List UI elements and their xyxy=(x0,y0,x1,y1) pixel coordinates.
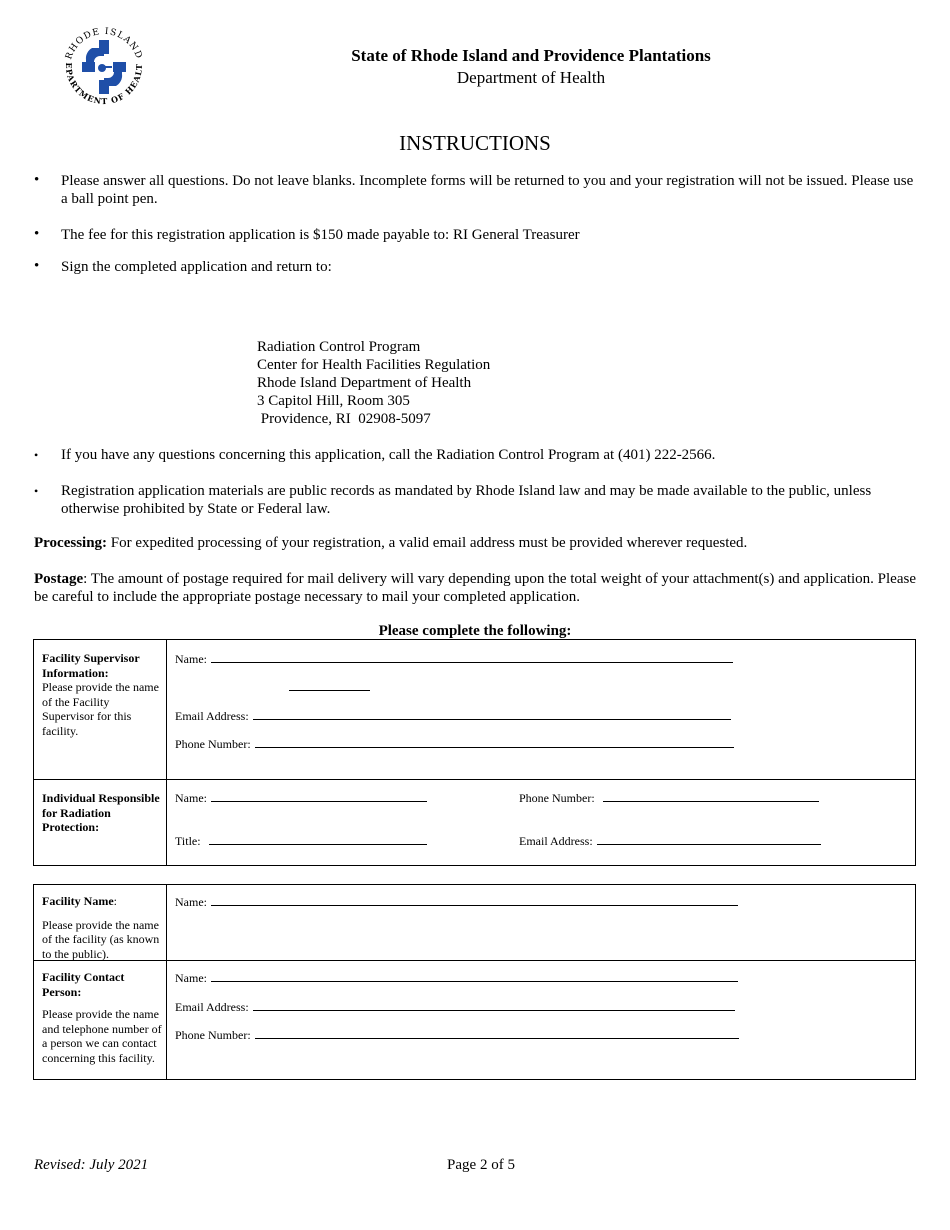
field-underline[interactable] xyxy=(253,708,731,720)
processing-note xyxy=(34,534,924,552)
supervisor-name-field[interactable] xyxy=(175,651,733,667)
field-underline[interactable] xyxy=(255,736,734,748)
facility-name-label-colon: : xyxy=(113,894,117,908)
field-label: Name: xyxy=(175,895,207,909)
instruction-fee: The fee for this registration application is $150 made payable to: RI General Treasurer xyxy=(61,227,580,243)
field-underline[interactable] xyxy=(597,833,821,845)
header-state-name: State of Rhode Island and Providence Plantations xyxy=(351,46,711,65)
address-line: 3 Capitol Hill, Room 305 xyxy=(257,393,410,409)
field-label: Phone Number: xyxy=(519,791,595,805)
header-department: Department of Health xyxy=(456,68,606,87)
svg-text:DEPARTMENT OF HEALTH: EPARTMENT OF HEALT xyxy=(63,62,145,107)
address-line: Radiation Control Program xyxy=(257,339,421,355)
field-label: Name: xyxy=(175,791,207,805)
address-line: Center for Health Facilities Regulation xyxy=(257,357,491,373)
supervisor-phone-field[interactable] xyxy=(175,736,734,752)
supervisor-email-field[interactable] xyxy=(175,708,731,724)
bullet-marker: • xyxy=(34,484,39,498)
postage-label: Postage xyxy=(34,571,84,587)
column-divider xyxy=(166,885,167,1079)
facility-box xyxy=(33,884,916,1080)
field-label: Email Address: xyxy=(175,1000,249,1014)
contact-email-field[interactable] xyxy=(175,999,735,1015)
field-underline[interactable] xyxy=(211,970,738,982)
field-underline[interactable] xyxy=(211,651,733,663)
field-underline[interactable] xyxy=(603,790,819,802)
contact-name-field[interactable] xyxy=(175,970,738,986)
supervisor-radiation-box xyxy=(33,639,916,866)
row-divider xyxy=(34,779,915,780)
radiation-title-field[interactable] xyxy=(175,833,427,849)
radiation-phone-field[interactable] xyxy=(519,790,819,806)
facility-name-label-title: Facility Name xyxy=(42,894,114,908)
bullet-marker: • xyxy=(34,226,40,242)
field-underline[interactable] xyxy=(255,1027,739,1039)
page-number: Page 2 of 5 xyxy=(447,1157,515,1173)
field-underline[interactable] xyxy=(211,790,427,802)
field-label: Title: xyxy=(175,834,201,848)
contact-label-title: Facility Contact Person: xyxy=(42,970,125,999)
short-underline xyxy=(289,690,370,691)
address-line: Providence, RI 02908-5097 xyxy=(257,411,431,427)
instruction-public-records: Registration application materials are public records as mandated by Rhode Island law and may be made available to the public, unless otherwise prohibited by State or Federal law. xyxy=(61,483,872,517)
facility-name-label xyxy=(42,894,162,961)
field-label: Phone Number: xyxy=(175,737,251,751)
instruction-answer-all: Please answer all questions. Do not leave blanks. Incomplete forms will be returned to you and your registration will not be issued. Please use a ball point pen. xyxy=(61,173,914,207)
row-divider xyxy=(34,960,915,961)
column-divider xyxy=(166,640,167,865)
field-label: Email Address: xyxy=(175,709,249,723)
facility-name-label-desc: Please provide the name of the facility (as known to the public). xyxy=(42,917,160,961)
svg-text:RHODE ISLAND: RHODE ISLAND xyxy=(64,26,144,61)
field-label: Name: xyxy=(175,652,207,666)
postage-note xyxy=(34,570,924,606)
bullet-marker: • xyxy=(34,172,40,188)
contact-label xyxy=(42,970,162,1065)
field-label: Phone Number: xyxy=(175,1028,251,1042)
field-underline[interactable] xyxy=(253,999,735,1011)
field-label: Email Address: xyxy=(519,834,593,848)
facility-name-field[interactable] xyxy=(175,894,738,910)
bullet-marker: • xyxy=(34,258,40,274)
supervisor-label xyxy=(42,651,162,738)
supervisor-label-desc: Please provide the name of the Facility Supervisor for this facility. xyxy=(42,680,159,738)
radiation-label xyxy=(42,791,162,835)
radiation-email-field[interactable] xyxy=(519,833,821,849)
address-line: Rhode Island Department of Health xyxy=(257,375,472,391)
field-underline[interactable] xyxy=(211,894,738,906)
mailing-address xyxy=(257,338,490,428)
page-title: INSTRUCTIONS xyxy=(399,131,551,155)
radiation-label-title: Individual Responsible for Radiation Protection: xyxy=(42,791,160,834)
radiation-name-field[interactable] xyxy=(175,790,427,806)
bullet-marker: • xyxy=(34,448,39,462)
supervisor-label-title: Facility Supervisor Information: xyxy=(42,651,140,680)
postage-text: : The amount of postage required for mail delivery will vary depending upon the total weight of your attachment(s) and application. Please be careful to include the appropriate postage necessary to mail your completed application. xyxy=(34,571,916,605)
processing-label: Processing: xyxy=(34,535,108,551)
field-label: Name: xyxy=(175,971,207,985)
instruction-sign-return: Sign the completed application and return to: xyxy=(61,259,332,275)
instruction-questions: If you have any questions concerning this application, call the Radiation Control Program at (401) 222-2566. xyxy=(61,447,716,463)
contact-label-desc: Please provide the name and telephone number of a person we can contact concerning this facility. xyxy=(42,1007,162,1065)
processing-text: For expedited processing of your registration, a valid email address must be provided wherever requested. xyxy=(107,535,748,551)
contact-phone-field[interactable] xyxy=(175,1027,739,1043)
section-title: Please complete the following: xyxy=(378,623,572,639)
field-underline[interactable] xyxy=(209,833,427,845)
revision-date: Revised: July 2021 xyxy=(34,1157,149,1173)
